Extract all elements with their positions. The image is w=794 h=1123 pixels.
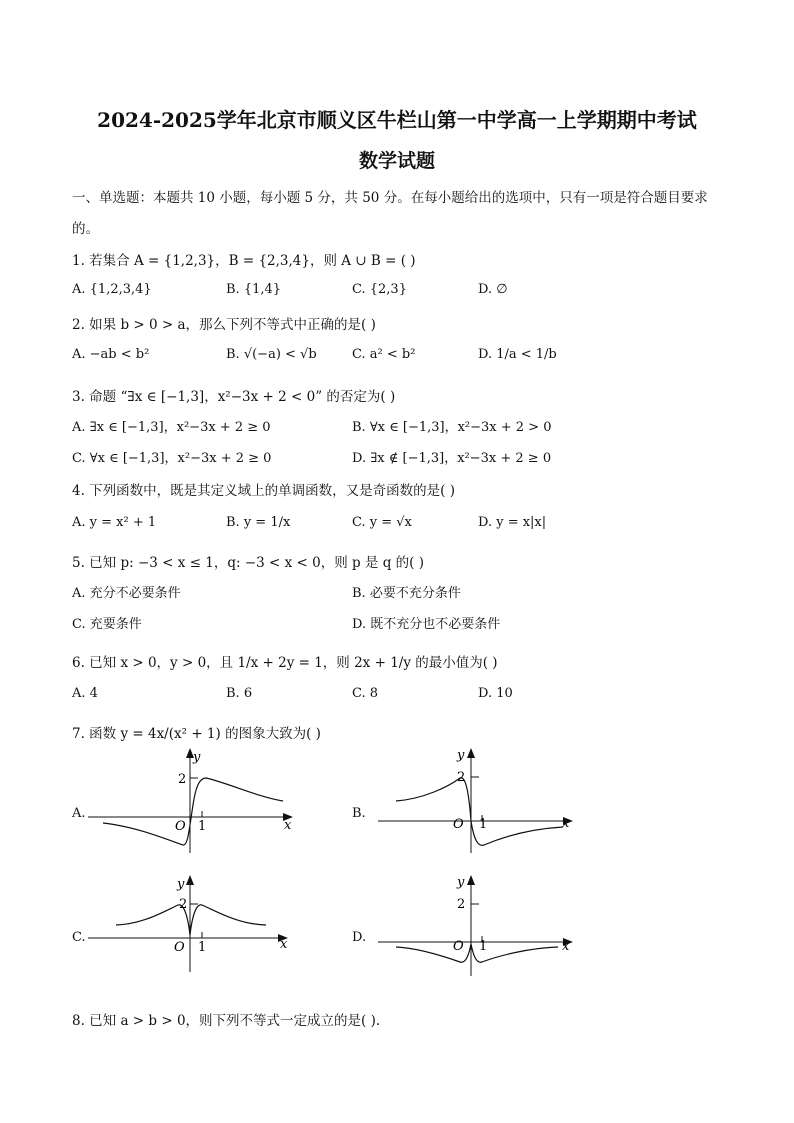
q2-option-a: A. −ab < b²	[72, 347, 150, 362]
q3-option-b: B. ∀x ∈ [−1,3]，x²−3x + 2 > 0	[352, 420, 552, 435]
graph-a-tick-2: 2	[178, 772, 187, 787]
q2-option-d: D. 1/a < 1/b	[478, 347, 557, 362]
q3-option-a: A. ∃x ∈ [−1,3]，x²−3x + 2 ≥ 0	[72, 420, 271, 435]
q7-graph-a	[88, 745, 298, 855]
section-instruction-line-1: 一、单选题：本题共 10 小题，每小题 5 分，共 50 分。在每小题给出的选项中，只有一项是符合题目要求	[72, 190, 708, 206]
q7-graph-d	[378, 872, 588, 982]
graph-b-origin-label: O	[453, 817, 464, 832]
q6-option-a: A. 4	[72, 686, 98, 701]
question-6-stem: 6. 已知 x > 0，y > 0，且 1/x + 2y = 1，则 2x + 1/y 的最小值为( )	[72, 655, 498, 671]
graph-a-tick-1: 1	[198, 819, 207, 834]
graph-b-tick-2: 2	[457, 770, 466, 785]
q2-option-c: C. a² < b²	[352, 347, 416, 362]
graph-a-y-label: y	[193, 750, 201, 765]
q1-option-b: B. {1,4}	[226, 282, 282, 297]
q3-option-c: C. ∀x ∈ [−1,3]，x²−3x + 2 ≥ 0	[72, 451, 272, 466]
question-8-stem: 8. 已知 a > b > 0，则下列不等式一定成立的是( ).	[72, 1013, 381, 1029]
graph-c-tick-1: 1	[198, 940, 207, 955]
graph-a-x-label: x	[284, 818, 292, 833]
q7-option-c-label: C.	[72, 930, 86, 945]
q4-option-a: A. y = x² + 1	[72, 515, 157, 530]
q7-option-a-label: A.	[72, 806, 86, 821]
q7-graph-b	[378, 745, 588, 855]
graph-d-tick-1: 1	[479, 939, 488, 954]
graph-b-x-label: x	[562, 816, 570, 831]
graph-b-y-label: y	[457, 748, 465, 763]
question-3-stem: 3. 命题 “∃x ∈ [−1,3]，x²−3x + 2 < 0” 的否定为( )	[72, 389, 396, 405]
q7-option-b-label: B.	[352, 806, 366, 821]
q2-option-b: B. √(−a) < √b	[226, 347, 317, 362]
q6-option-b: B. 6	[226, 686, 253, 701]
q5-option-b: B. 必要不充分条件	[352, 586, 461, 601]
section-instruction-line-2: 的。	[72, 221, 99, 237]
graph-c-origin-label: O	[174, 940, 185, 955]
q1-option-d: D. ∅	[478, 282, 508, 297]
graph-b-tick-1: 1	[479, 817, 488, 832]
q5-option-d: D. 既不充分也不必要条件	[352, 617, 501, 632]
exam-subtitle: 数学试题	[358, 150, 435, 172]
question-7-stem: 7. 函数 y = 4x/(x² + 1) 的图象大致为( )	[72, 726, 321, 742]
graph-d-y-label: y	[457, 875, 465, 890]
graph-d-tick-2: 2	[457, 897, 466, 912]
exam-title: 2024-2025学年北京市顺义区牛栏山第一中学高一上学期期中考试	[97, 108, 697, 132]
q6-option-d: D. 10	[478, 686, 513, 701]
graph-a-origin-label: O	[175, 819, 186, 834]
question-1-stem: 1. 若集合 A = {1,2,3}，B = {2,3,4}，则 A ∪ B = ( )	[72, 253, 416, 269]
question-2-stem: 2. 如果 b > 0 > a，那么下列不等式中正确的是( )	[72, 317, 376, 333]
q1-option-c: C. {2,3}	[352, 282, 407, 297]
q3-option-d: D. ∃x ∉ [−1,3]，x²−3x + 2 ≥ 0	[352, 451, 552, 466]
q5-option-c: C. 充要条件	[72, 617, 142, 632]
question-4-stem: 4. 下列函数中，既是其定义域上的单调函数，又是奇函数的是( )	[72, 483, 455, 499]
q6-option-c: C. 8	[352, 686, 379, 701]
q1-option-a: A. {1,2,3,4}	[72, 282, 152, 297]
graph-c-tick-2: 2	[179, 897, 188, 912]
q4-option-c: C. y = √x	[352, 515, 412, 530]
graph-c-y-label: y	[177, 877, 185, 892]
q4-option-d: D. y = x|x|	[478, 515, 547, 530]
graph-d-origin-label: O	[453, 939, 464, 954]
q5-option-a: A. 充分不必要条件	[72, 586, 181, 601]
question-5-stem: 5. 已知 p: −3 < x ≤ 1，q: −3 < x < 0，则 p 是 q 的( )	[72, 555, 424, 571]
graph-c-x-label: x	[280, 937, 288, 952]
graph-d-x-label: x	[562, 939, 570, 954]
q7-graph-c	[88, 872, 298, 982]
q7-option-d-label: D.	[352, 930, 367, 945]
q4-option-b: B. y = 1/x	[226, 515, 291, 530]
